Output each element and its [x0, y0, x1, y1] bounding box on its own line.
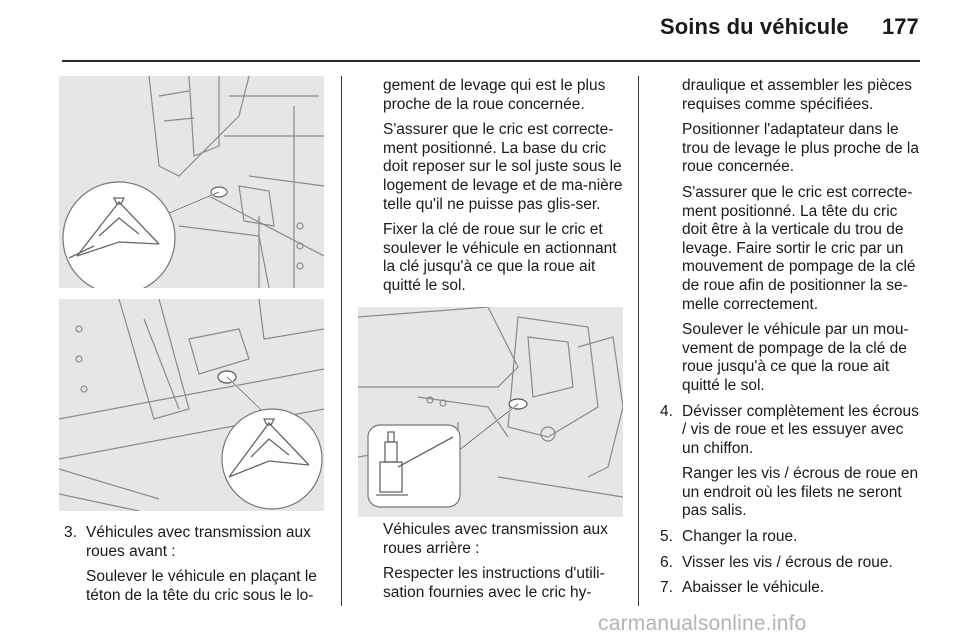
- step-number: 7.: [660, 579, 673, 597]
- step-4-note: Ranger les vis / écrous de roue en un endroit où les filets ne seront pas salis.: [682, 465, 919, 520]
- paragraph: Respecter les instructions d'utili-sation fournies avec le cric hy-: [383, 565, 605, 601]
- step-7-text: Abaisser le véhicule.: [682, 579, 825, 597]
- paragraph: Fixer la clé de roue sur le cric et soulever le véhicule en actionnant la clé jusqu'à ce que la roue ait quitté le sol.: [383, 221, 617, 294]
- page-number: 177: [882, 14, 919, 39]
- figure-hydraulic-jack: [358, 307, 623, 517]
- figure-front-jack-point: [59, 76, 324, 288]
- left-text-column: [64, 524, 330, 612]
- jack-point-illustration-1: [59, 76, 324, 288]
- paragraph: S'assurer que le cric est correcte-ment positionné. La tête du cric doit être à la verticale du trou de levage. Faire sortir le cric par un mouvement de pompage de la clé de roue afin de positionner la se-melle correctement.: [682, 183, 916, 313]
- paragraph: Positionner l'adaptateur dans le trou de levage le plus proche de la roue concernée.: [682, 121, 919, 176]
- step-4-text: Dévisser complètement les écrous / vis de roue et les essuyer avec un chiffon.: [682, 402, 919, 457]
- hydraulic-jack-illustration: [358, 307, 623, 517]
- paragraph: gement de levage qui est le plus proche de la roue concernée.: [383, 77, 606, 113]
- page-title: Soins du véhicule: [660, 14, 849, 39]
- step-number: 3.: [64, 524, 77, 541]
- watermark: carmanualsonline.info: [598, 612, 807, 635]
- jack-point-illustration-2: [59, 299, 324, 511]
- right-text-column: [660, 77, 922, 605]
- step-5-text: Changer la roue.: [682, 528, 798, 546]
- step-6: [660, 554, 922, 573]
- header-divider: [62, 60, 920, 62]
- step-number: 5.: [660, 528, 673, 546]
- paragraph: S'assurer que le cric est correcte-ment positionné. La base du cric doit reposer sur le sol juste sous le logement de levage et de ma-nière telle qu'il ne puisse pas glis-ser.: [383, 121, 623, 213]
- step-3-heading: Véhicules avec transmission aux roues avant :: [86, 524, 311, 560]
- step-number: 6.: [660, 553, 673, 571]
- step-3: [64, 524, 330, 605]
- step-number: 4.: [660, 402, 673, 420]
- middle-text-column-top: [383, 77, 623, 303]
- step-7: [660, 579, 922, 598]
- paragraph: Soulever le véhicule par un mou-vement de pompage de la clé de roue jusqu'à ce que la roue ait quitté le sol.: [682, 321, 909, 394]
- step-3-body: Soulever le véhicule en plaçant le téton de la tête du cric sous le lo-: [86, 568, 317, 604]
- paragraph: Véhicules avec transmission aux roues arrière :: [383, 521, 608, 557]
- figure-underbody-jack-point: [59, 299, 324, 511]
- step-5: [660, 528, 922, 547]
- step-4: [660, 403, 922, 522]
- step-6-text: Visser les vis / écrous de roue.: [682, 553, 893, 571]
- paragraph: draulique et assembler les pièces requises comme spécifiées.: [682, 77, 913, 113]
- column-divider-right: [638, 76, 639, 606]
- column-divider-left: [341, 76, 342, 606]
- middle-text-column-bottom: [383, 521, 623, 609]
